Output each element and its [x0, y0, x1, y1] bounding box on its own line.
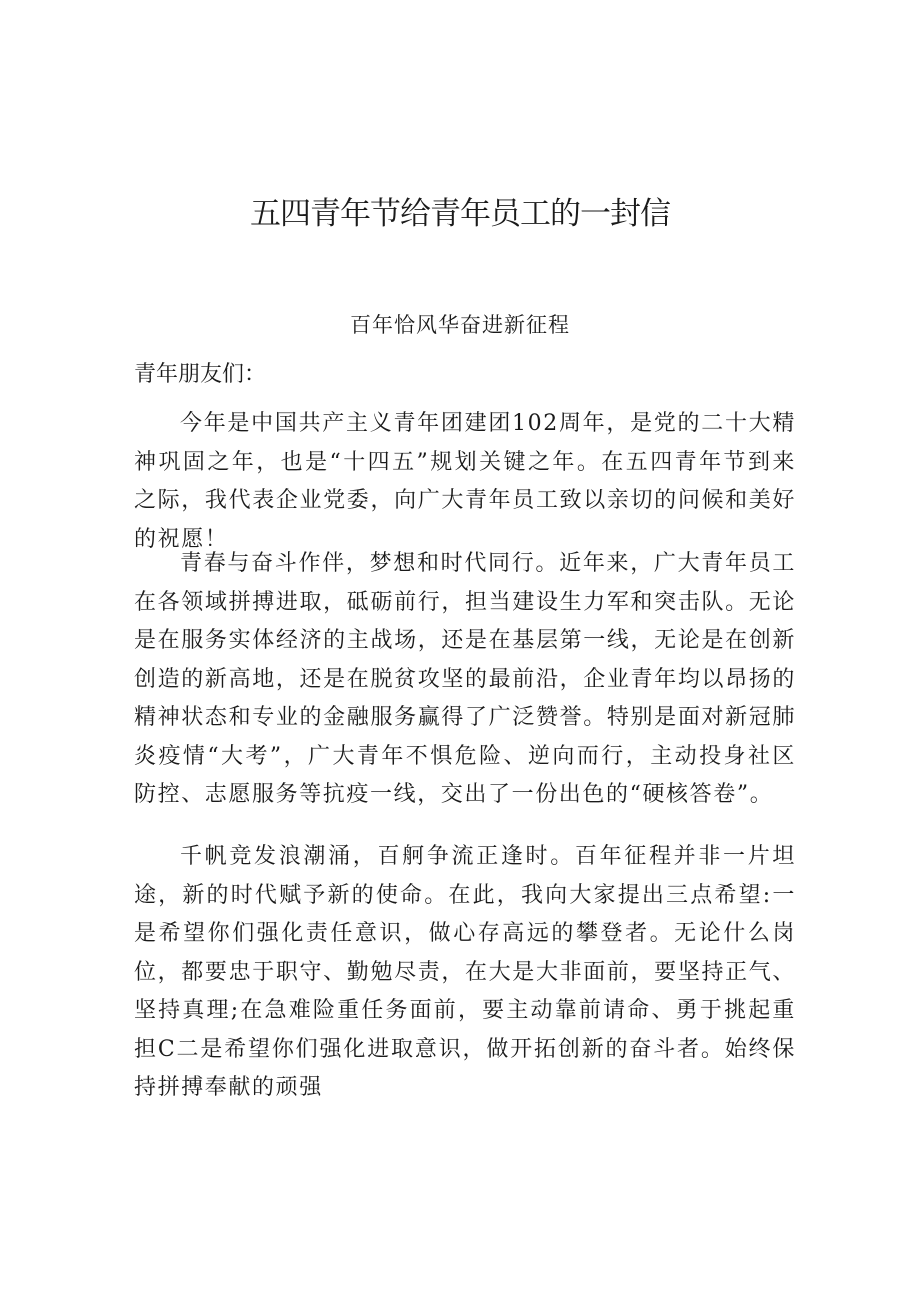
paragraph-2: 青春与奋斗作伴，梦想和时代同行。近年来，广大青年员工在各领域拼搏进取，砥砺前行，担当建设生力军和突击队。无论是在服务实体经济的主战场，还是在基层第一线，无论是在创新创造的新高地，还是在脱贫攻坚的最前沿，企业青年均以昂扬的精神状态和专业的金融服务赢得了广泛赞誉。特别是面对新冠肺炎疫情“大考”，广大青年不惧危险、逆向而行，主动投身社区防控、志愿服务等抗疫一线，交出了一份出色的“硬核答卷”。 — [134, 551, 796, 807]
salutation: 青年朋友们： — [134, 362, 267, 387]
document-title: 五四青年节给青年员工的一封信 — [250, 196, 670, 232]
paragraph-3: 千帆竞发浪潮涌，百舸争流正逢时。百年征程并非一片坦途，新的时代赋予新的使命。在此，我向大家提出三点希望:一是希望你们强化责任意识，做心存高远的攀登者。无论什么岗位，都要忠于职守、勤勉尽责，在大是大非面前，要坚持正气、坚持真理;在急难险重任务面前，要主动靠前请命、勇于挑起重担C二是希望你们强化进取意识，做开拓创新的奋斗者。始终保持拼搏奉献的顽强 — [134, 844, 796, 1100]
paragraph-1: 今年是中国共产主义青年团建团102周年，是党的二十大精神巩固之年，也是“十四五”规划关键之年。在五四青年节到来之际，我代表企业党委，向广大青年员工致以亲切的问候和美好的祝愿！ — [134, 411, 796, 552]
document-subtitle: 百年恰风华奋进新征程 — [350, 313, 570, 337]
